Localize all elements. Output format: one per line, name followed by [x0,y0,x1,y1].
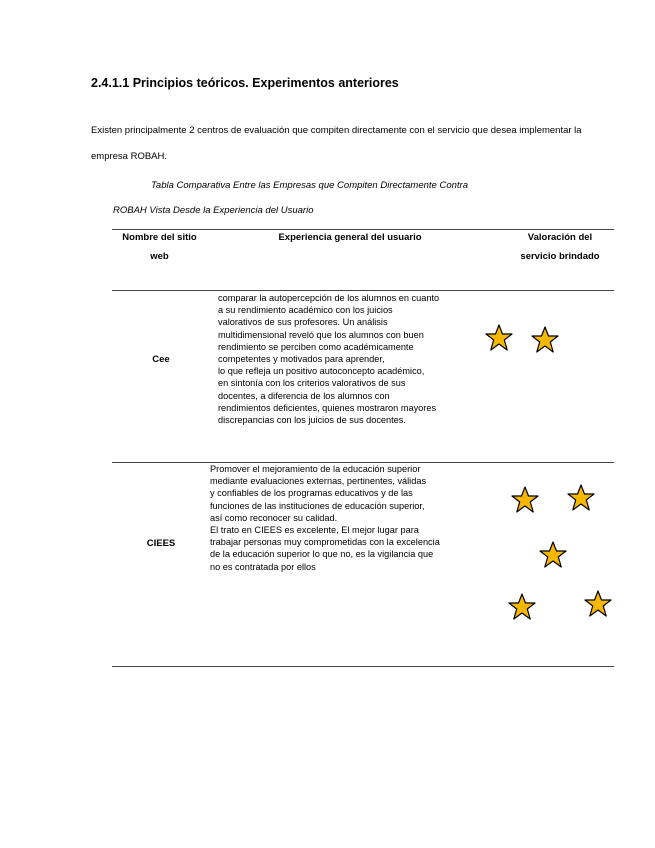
table-bottom-rule [112,666,614,667]
star-icon [484,323,514,353]
row-ciees-name: CIEES [146,538,176,549]
star-icon [530,325,560,355]
star-icon [507,592,537,622]
header-rating: Valoración del servicio brindado [520,232,600,262]
intro-paragraph: Existen principalmente 2 centros de evaluación que compiten directamente con el servicio que desea implementar la empresa ROBAH. [91,125,582,162]
row-cee-experience: comparar la autopercepción de los alumnos en cuanto a su rendimiento académico con los juicios valorativos de sus profesores. Un análisis multidimensional reveló que los alumnos con buen rendimiento se perciben como académicamente competentes y motivados para aprender, lo que refleja un positivo autoconcepto académico, en sintonía con los criterios valorativos de sus docentes, a diferencia de los alumnos con rendimientos deficientes, quienes mostraron mayores discrepancias con los juicios de sus docentes. [218,293,440,426]
header-site-name: Nombre del sitio web [122,232,197,262]
star-icon [510,485,540,515]
row-cee-name: Cee [152,354,170,365]
section-heading: 2.4.1.1 Principios teóricos. Experimentos anteriores [91,76,399,90]
table-caption-line1: Tabla Comparativa Entre las Empresas que Compiten Directamente Contra [151,180,468,191]
row-ciees-experience: Promover el mejoramiento de la educación superior mediante evaluaciones externas, pertinentes, válidas y confiables de los programas educativos y de las funciones de las instituciones de educación superior, así como reconocer su calidad. El trato en CIEES es excelente, El mejor lugar para trabajar personas muy comprometidas con la excelencia de la educación superior lo que no, es la vigilancia que no es contratada por ellos [210,464,440,572]
star-icon [566,483,596,513]
table-caption-line2: ROBAH Vista Desde la Experiencia del Usuario [113,205,314,216]
header-experience: Experiencia general del usuario [278,232,422,243]
star-icon [538,540,568,570]
header-bottom-rule [112,290,614,291]
star-icon [583,589,613,619]
